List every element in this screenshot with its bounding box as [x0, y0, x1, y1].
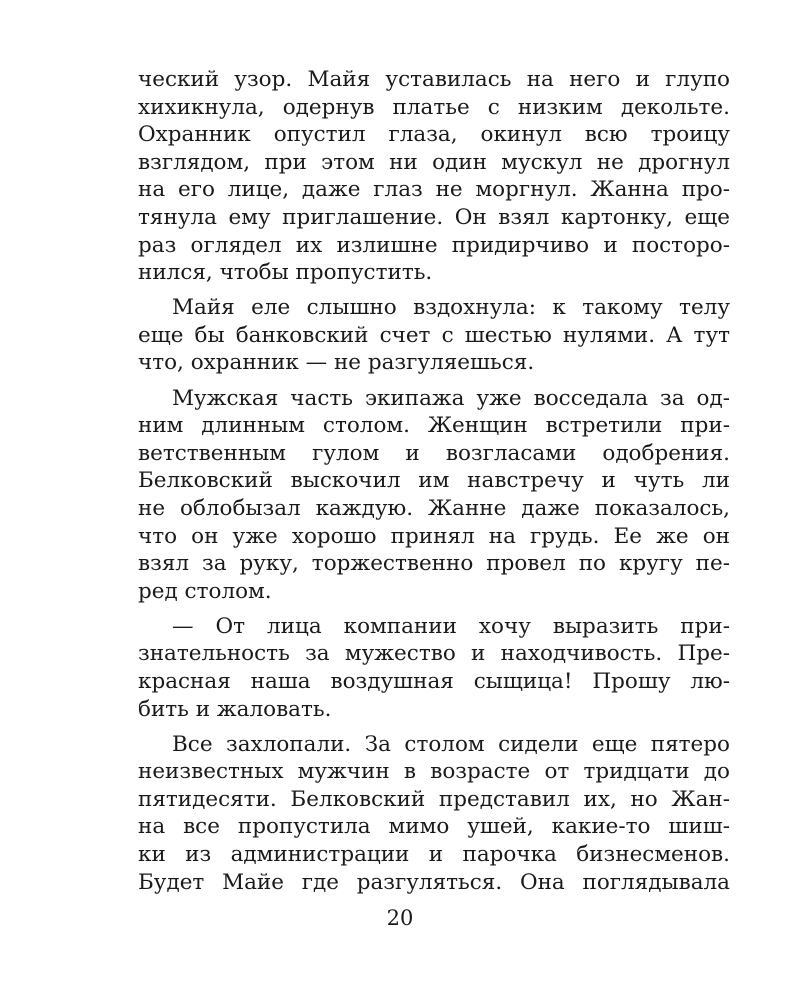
text-line: что, охранник — не разгуляешься.	[138, 350, 535, 376]
text-line: взглядом, при этом ни один мускул не дрогнул	[138, 149, 730, 175]
paragraph	[138, 294, 730, 377]
text-line: знательность за мужество и находчивость. Пре-	[138, 641, 730, 667]
text-line: Охранник опустил глаза, окинул всю троицу	[138, 122, 730, 148]
text-line: хихикнула, одернув платье с низким декольте.	[138, 94, 730, 120]
text-line: пятидесяти. Белковский представил их, но Жан-	[138, 786, 730, 812]
text-line: ним длинным столом. Женщин встретили при-	[138, 413, 730, 439]
body-text	[138, 66, 730, 896]
text-line: еще бы банковский счет с шестью нулями. А тут	[138, 322, 730, 348]
paragraph	[138, 731, 730, 897]
text-line: красная наша воздушная сыщица! Прошу лю-	[138, 668, 730, 694]
text-line: тянула ему приглашение. Он взял картонку, еще	[138, 204, 730, 230]
text-line: Все захлопали. За столом сидели еще пятеро	[172, 731, 730, 757]
text-line: на его лице, даже глаз не моргнул. Жанна про-	[138, 177, 730, 203]
paragraph	[138, 66, 730, 287]
text-line: ред столом.	[138, 578, 272, 604]
text-line: ческий узор. Майя уставилась на него и глупо	[138, 67, 730, 92]
text-line: взял за руку, торжественно провел по кругу пе-	[138, 551, 730, 577]
text-line: нился, чтобы пропустить.	[138, 260, 433, 286]
paragraph	[138, 613, 730, 723]
text-line: неизвестных мужчин в возрасте от тридцати до	[138, 759, 730, 785]
text-line: Мужская часть экипажа уже восседала за од-	[172, 385, 730, 411]
text-line: что он уже хорошо принял на грудь. Ее же он	[138, 523, 730, 549]
text-line: раз оглядел их излишне придирчиво и посторо-	[138, 232, 730, 258]
text-line: ветственным гулом и возгласами одобрения.	[138, 440, 730, 466]
text-line: ки из администрации и парочка бизнесменов.	[138, 842, 730, 868]
text-line: Будет Майе где разгуляться. Она поглядывала	[138, 869, 730, 895]
paragraph	[138, 385, 730, 606]
text-line: не облобызал каждую. Жанне даже показалось,	[138, 495, 730, 521]
text-line: Майя еле слышно вздохнула: к такому телу	[172, 295, 730, 321]
page-number: 20	[386, 906, 414, 930]
text-line: Белковский выскочил им навстречу и чуть ли	[138, 468, 730, 494]
text-line: на все пропустила мимо ушей, какие-то шиш-	[138, 814, 730, 840]
text-line: бить и жаловать.	[138, 696, 332, 722]
text-line: — От лица компании хочу выразить при-	[172, 613, 730, 639]
